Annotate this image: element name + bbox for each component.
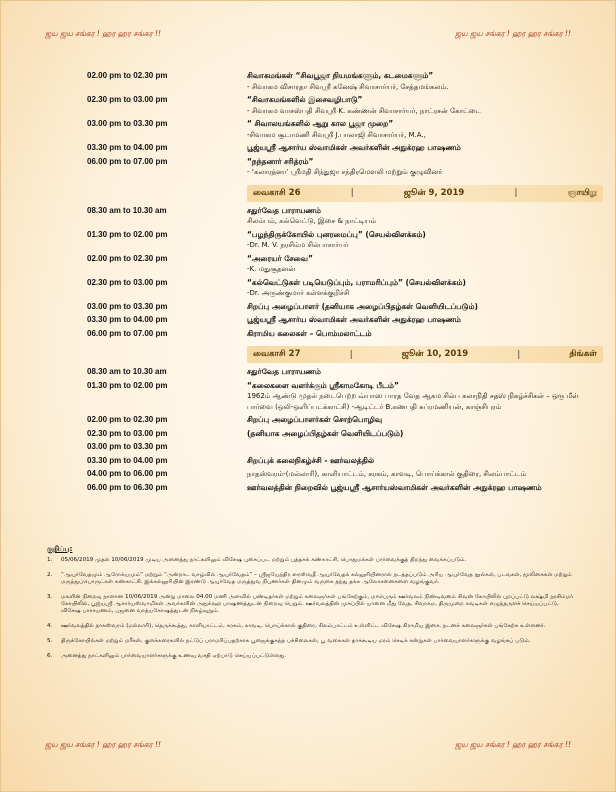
divider: | (517, 349, 521, 360)
schedule-row (87, 278, 587, 299)
note-item (47, 623, 577, 630)
day2-schedule (87, 206, 587, 343)
schedule-row (87, 254, 587, 275)
event-title: பூஜ்யஸ்ரீ ஆசார்ய ஸ்வாமிகள் அவர்களின் அநுக்ரஹ பாஷணம் (247, 143, 461, 152)
note-number: 3. (47, 594, 53, 600)
schedule-row (87, 71, 587, 92)
time-slot: 02.30 pm to 03.00 pm (87, 277, 168, 287)
time-slot: 08.30 am to 10.30 am (87, 205, 167, 215)
event-detail (247, 302, 587, 313)
event-speaker: - சிவாகம விசாரதா சிவஸ்ரீ கனேஷ் சிவாசார்யர், சேத்தமங்கலம். (247, 82, 449, 91)
day3-weekday: திங்கள் (569, 349, 597, 359)
event-detail (247, 206, 587, 227)
time-slot: 03.30 pm to 04.00 pm (87, 143, 168, 152)
time-slot: 06.00 pm to 06.30 pm (87, 482, 168, 492)
event-detail (247, 429, 587, 440)
schedule-row (87, 381, 587, 413)
time-slot: 02.30 pm to 03.00 pm (87, 428, 168, 438)
event-title: சதுர்வேத பாராயணம் (247, 205, 321, 215)
time-slot: 02.00 pm to 02.30 pm (87, 253, 168, 263)
schedule-row (87, 315, 587, 326)
note-item (47, 557, 577, 564)
page-footer (45, 740, 571, 752)
event-detail (247, 456, 587, 467)
divider: | (349, 349, 353, 360)
note-text: 05/06/2019 முதல் 10/06/2019 முடிய அனைத்து நாட்களிலும் விசேஷ புகைப்பட மற்றும் புத்தகக் கண்காட்சி, பொதுமக்கள் பார்வைக்குத் திறந்து வைக்கப்படும். (61, 557, 467, 563)
note-number: 1. (47, 557, 53, 563)
time-slot: 01.30 pm to 02.00 pm (87, 380, 168, 390)
schedule-row (87, 469, 587, 480)
schedule-row (87, 329, 587, 340)
day3-schedule (87, 367, 587, 496)
event-title: “சிவாகமங்களில் இசைவழிபாடு” (247, 95, 363, 104)
event-speaker: -சிவாகம சூடாமணி சிவஸ்ரீ J.பாலாஜி சிவாசார்யர், M.A., (247, 130, 426, 139)
time-slot: 01.30 pm to 02.00 pm (87, 229, 168, 239)
event-schedule (87, 71, 597, 496)
event-speaker: - ‘கலாரத்னா’ ஸ்ரீமதி சிந்துஜா சந்திரமௌலி மற்றும் குழுவினர் (247, 168, 443, 176)
header-blessing-left: ஜய ஜய சங்கர ! ஹர ஹர சங்கர !! (45, 29, 162, 38)
note-number: 5. (47, 638, 53, 644)
event-title: “பழந்திருக்கோயில் புனரமைப்பு” (செயல்விளக்கம்) (247, 229, 426, 239)
event-detail (247, 71, 587, 92)
time-slot: 04.00 pm to 06.00 pm (87, 469, 168, 478)
time-slot: 03.00 pm to 03.30 pm (87, 119, 168, 128)
note-number: 2. (47, 572, 53, 578)
note-text: மகளின் நிறைவு நாளான 10/06/2019 அன்று மாலை 04.00 மணி அளவில் பண்டிதர்கள் மற்றும் கலைஞர்கள் பங்கேற்கும், மாபெரும் ஊர்வலம் நிண்டிவனம் சிவன் கோயிலில் புறப்பட்டு லக்ஷ்மி நரசிம்மர் கோயிலில், பூஜ்யஸ்ரீ ஆசார்யஸ்வாமிகள் அவர்களின் அநுக்ரஹ பாஷணத்துடன் நிறைவு பெறும். ஊர்வலத்தின் முகப்பில் யானை மீது வேத, சிவாகம, திருமுறை சுவடிகள் எழுந்தருளச் செய்யப்பட்டு, விசேஷ பாராயணம், பஜனை வாத்யகோஷத்துடன் நிகழ்வுறும். (61, 594, 574, 614)
notes-list (47, 557, 577, 660)
event-title: ஊர்வலத்தின் நிறைவில் பூஜ்யஸ்ரீ ஆசார்யஸ்வாமிகள் அவர்களின் அநுக்ரஹ பாஷணம் (247, 482, 542, 492)
event-detail (247, 254, 587, 275)
event-detail (247, 119, 587, 140)
time-slot: 03.30 pm to 04.00 pm (87, 455, 168, 465)
schedule-row (87, 119, 587, 140)
event-detail (247, 315, 587, 326)
schedule-row (87, 429, 587, 440)
event-detail (247, 143, 587, 154)
divider: | (514, 188, 518, 198)
note-item (47, 653, 577, 660)
event-detail (247, 469, 587, 480)
note-text: “ஆயுர்வேதமும் ஆரோக்யமும்” மற்றும் “அன்றாட வாழ்வில் ஆயுர்வேதம்” – ஸ்ரீஜயேந்திர ஸரஸ்வதீ ஆயுர்வேதக் கல்லூரியினரால் நடத்தப்படும் அரிய ஆயுர்வேத நூல்கள், படங்கள், மூலிகைகள் மற்றும் மருந்துப்பொருட்கள் கண்காட்சி. இக்கல்லூரியின் இரண்டு ஆயுர்வேத மருத்துவ நிபுணர்கள் தினமும் வருகை தந்து தக்க ஆலோசனைகளை வழங்குவர். (61, 572, 572, 585)
event-title: “கல்வெட்டுகள் படியெடுப்பும், பராமரிப்பும்” (செயல்விளக்கம்) (247, 277, 466, 287)
event-speaker: நாதஸ்வரம்-(மல்லாரி), காளியாட்டம், கரகம், காவடி, பொய்க்கால் குதிரை, சிலம்பாட்டம் (247, 470, 526, 478)
schedule-row (87, 442, 587, 453)
time-slot: 03.30 pm to 04.00 pm (87, 315, 168, 324)
event-detail (247, 483, 587, 494)
event-title: சிவாகமங்கள் “சிவபூஜா நியமங்களும், கடமைகளும்” (247, 71, 434, 80)
event-speaker: -K. மதுசூதனன் (247, 265, 296, 273)
time-slot: 02.30 pm to 03.00 pm (87, 95, 168, 104)
schedule-row (87, 483, 587, 494)
schedule-row (87, 456, 587, 467)
note-item (47, 594, 577, 615)
event-title: பூஜ்யஸ்ரீ ஆசார்ய ஸ்வாமிகள் அவர்களின் அநுக்ரஹ பாஷணம் (247, 315, 461, 324)
note-text: ஊர்வலத்தில் நாகஸ்வரம் (மல்லாரி), தெருக்கூத்து, காளியாட்டம், கரகம், காவடி, பொய்க்கால் குதிரை, சிலம்பாட்டம் உள்ளிட்ட விசேஷ கிராமிய இசை, நடனக் கலைஞர்கள் பங்கேற்க உள்ளனர். (61, 623, 546, 629)
time-slot: 08.30 am to 10.30 am (87, 367, 167, 376)
event-title: சிறப்பு அழைப்பாளர்கள் சொற்பொழிவு (247, 415, 383, 424)
note-item (47, 638, 577, 645)
day2-date-bar (247, 185, 603, 202)
event-detail (247, 329, 587, 340)
event-detail (247, 278, 587, 299)
event-title: “கலைகளை வளர்க்கும் ஸ்ரீகாமகோடி பீடம்” (247, 380, 399, 390)
day2-tamil-date: வைகாசி 26 (253, 187, 301, 198)
schedule-row (87, 157, 587, 178)
event-title: “அரையர் சேவை” (247, 253, 313, 263)
time-slot: 02.00 pm to 02.30 pm (87, 71, 168, 80)
schedule-row (87, 95, 587, 116)
footer-blessing-left: ஜய ஜய சங்கர ! ஹர ஹர சங்கர !! (45, 740, 162, 749)
event-title: சதுர்வேத பாராயணம் (247, 367, 321, 376)
event-speaker: -Dr. அருண்குமார் கள்ளக்குறிச்சி (247, 289, 350, 297)
day2-date: ஜூன் 9, 2019 (403, 187, 465, 198)
day3-date: ஜூன் 10, 2019 (401, 349, 469, 359)
day1-schedule (87, 71, 587, 181)
schedule-row (87, 302, 587, 313)
event-detail (247, 381, 587, 413)
schedule-row (87, 230, 587, 251)
time-slot: 03.00 pm to 03.30 pm (87, 301, 168, 311)
footer-blessing-right: ஜய ஜய சங்கர ! ஹர ஹர சங்கர !! (454, 740, 571, 749)
event-title: கிராமிய கலைகள் – பொம்மலாட்டம் (247, 328, 372, 338)
event-detail (247, 415, 587, 426)
event-title: (தனியாக அழைப்பிதழ்கள் வெளியிடப்படும்) (247, 428, 404, 438)
day3-tamil-date: வைகாசி 27 (253, 349, 301, 359)
time-slot: 06.00 pm to 07.00 pm (87, 328, 168, 338)
notes-heading: குறிப்பு: (47, 545, 73, 553)
event-speaker: சிலம்பம், கல்வெட்டு, இசை & நாட்டியம் (247, 217, 377, 225)
note-item (47, 572, 577, 586)
event-detail (247, 230, 587, 251)
header-blessing-right: ஜய ஜய சங்கர ! ஹர ஹர சங்கர !! (454, 29, 571, 38)
event-title: சிறப்புக் கலைநிகழ்ச்சி - ஊர்வலத்தில் (247, 455, 375, 465)
divider: | (350, 188, 354, 198)
page-header (45, 29, 571, 41)
event-detail (247, 157, 587, 178)
event-detail (247, 367, 587, 378)
schedule-row (87, 206, 587, 227)
event-detail (247, 95, 587, 116)
time-slot: 03.00 pm to 03.30 pm (87, 442, 168, 451)
schedule-row (87, 415, 587, 426)
event-speaker: - சிவாகம வாசஸ்பதி சிவஸ்ரீ K. கண்ணன் சிவாசார்யர், நாட்ரசன் கோட்டை (247, 106, 481, 115)
note-text: அனைத்து நாட்களிலும் பார்வையாளர்களுக்கு உணவு வசதி ஏற்பாடு செய்யப்பட்டுள்ளது. (61, 653, 287, 659)
day3-date-bar (247, 346, 603, 363)
note-text: திருக்கோயில்கள் மற்றும் மரீகள், குளக்கரைகளில் நட்டுப் பராமரிப்பதற்காக பூஜைக்குகந்த பச்சிலைகள், பூ வகைகள் தாக்கூடிய மரம் செடிக் கன்றுகள் பார்வையாளர்களுக்கு வழங்கப் படும். (61, 638, 531, 644)
time-slot: 06.00 pm to 07.00 pm (87, 156, 168, 166)
note-number: 4. (47, 623, 53, 629)
event-speaker: -Dr. M. V. நரசிம்ம சில்பாசார்யர் (247, 241, 349, 249)
notes-section (47, 546, 577, 668)
note-number: 6. (47, 653, 53, 659)
event-title: “ சிவாலயங்களில் ஆறு கால பூஜா முறை” (247, 119, 394, 128)
event-title: சிறப்பு அழைப்பாளர் (தனியாக அழைப்பிதழ்கள் வெளியிடப்படும்) (247, 301, 478, 311)
day2-weekday: ஞாயிறு (567, 187, 597, 198)
time-slot: 02.00 pm to 02.30 pm (87, 415, 168, 424)
schedule-row (87, 143, 587, 154)
event-title: “நந்தனார் சரித்ரம்” (247, 156, 314, 166)
schedule-row (87, 367, 587, 378)
event-speaker: 1962ம் ஆண்டு முதல் நடைபெற்ற வ்யாஸ பாரத வேத ஆகம சில்ப கலாநிதி சதஸ் நிகழ்ச்சிகள் – ஒரு மீள் பார்வை (ஒலி-ஒளிப்படக்காட்சி) -ஆடிட்டர் B.கணபதி சுப்ரமணியன், காஞ்சிபுரம் (247, 392, 579, 411)
